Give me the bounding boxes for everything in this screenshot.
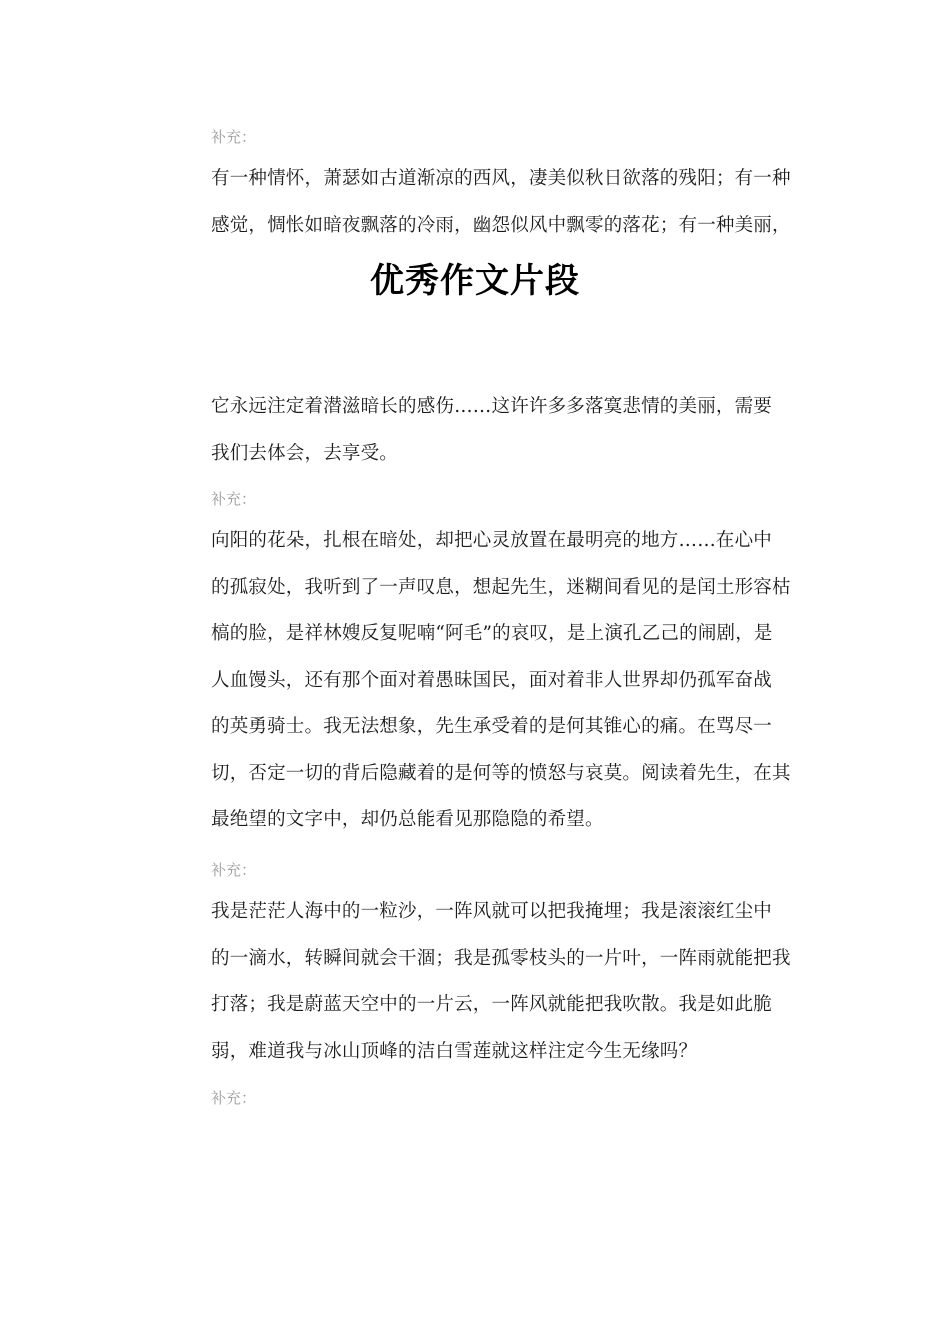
paragraph-4 <box>211 889 791 1075</box>
paragraph-line: 我是茫茫人海中的一粒沙，一阵风就可以把我掩埋；我是滚滚红尘中 <box>211 901 773 922</box>
paragraph-line: 最绝望的文字中，却仍总能看见那隐隐的希望。 <box>211 809 604 830</box>
paragraph-line: 切，否定一切的背后隐藏着的是何等的愤怒与哀莫。阅读着先生，在其 <box>211 762 791 784</box>
note-label: 补充： <box>211 1089 257 1107</box>
paragraph-line: 的一滴水，转瞬间就会干涸；我是孤零枝头的一片叶，一阵雨就能把我 <box>211 947 791 969</box>
paragraph-line: 弱，难道我与冰山顶峰的洁白雪莲就这样注定今生无缘吗？ <box>211 1040 698 1062</box>
paragraph-line: 的英勇骑士。我无法想象，先生承受着的是何其锥心的痛。在骂尽一 <box>211 716 773 737</box>
paragraph-line: 向阳的花朵，扎根在暗处，却把心灵放置在最明亮的地方……在心中 <box>211 530 773 551</box>
page-title: 优秀作文片段 <box>370 261 580 301</box>
paragraph-line: 人血馒头，还有那个面对着愚昧国民，面对着非人世界却仍孤军奋战 <box>211 669 773 691</box>
paragraph-line: 有一种情怀，萧瑟如古道渐凉的西风，凄美似秋日欲落的残阳；有一种 <box>211 168 791 189</box>
paragraph-line: 它永远注定着潜滋暗长的感伤……这许许多多落寞悲情的美丽，需要 <box>211 396 773 417</box>
paragraph-line: 我们去体会，去享受。 <box>211 442 399 464</box>
note-label: 补充： <box>211 861 257 879</box>
note-label: 补充： <box>211 128 257 146</box>
paragraph-2 <box>211 384 781 477</box>
note-label: 补充： <box>211 490 257 508</box>
paragraph-line: 打落；我是蔚蓝天空中的一片云，一阵风就能把我吹散。我是如此脆 <box>211 994 773 1015</box>
paragraph-line: 槁的脸，是祥林嫂反复呢喃“阿毛”的哀叹，是上演孔乙己的闹剧，是 <box>211 623 773 644</box>
paragraph-line: 感觉，惆怅如暗夜飘落的冷雨，幽怨似风中飘零的落花；有一种美丽， <box>211 214 791 236</box>
paragraph-3 <box>211 518 791 844</box>
paragraph-1 <box>211 156 791 249</box>
paragraph-line: 的孤寂处，我听到了一声叹息，想起先生，迷糊间看见的是闰土形容枯 <box>211 576 791 598</box>
